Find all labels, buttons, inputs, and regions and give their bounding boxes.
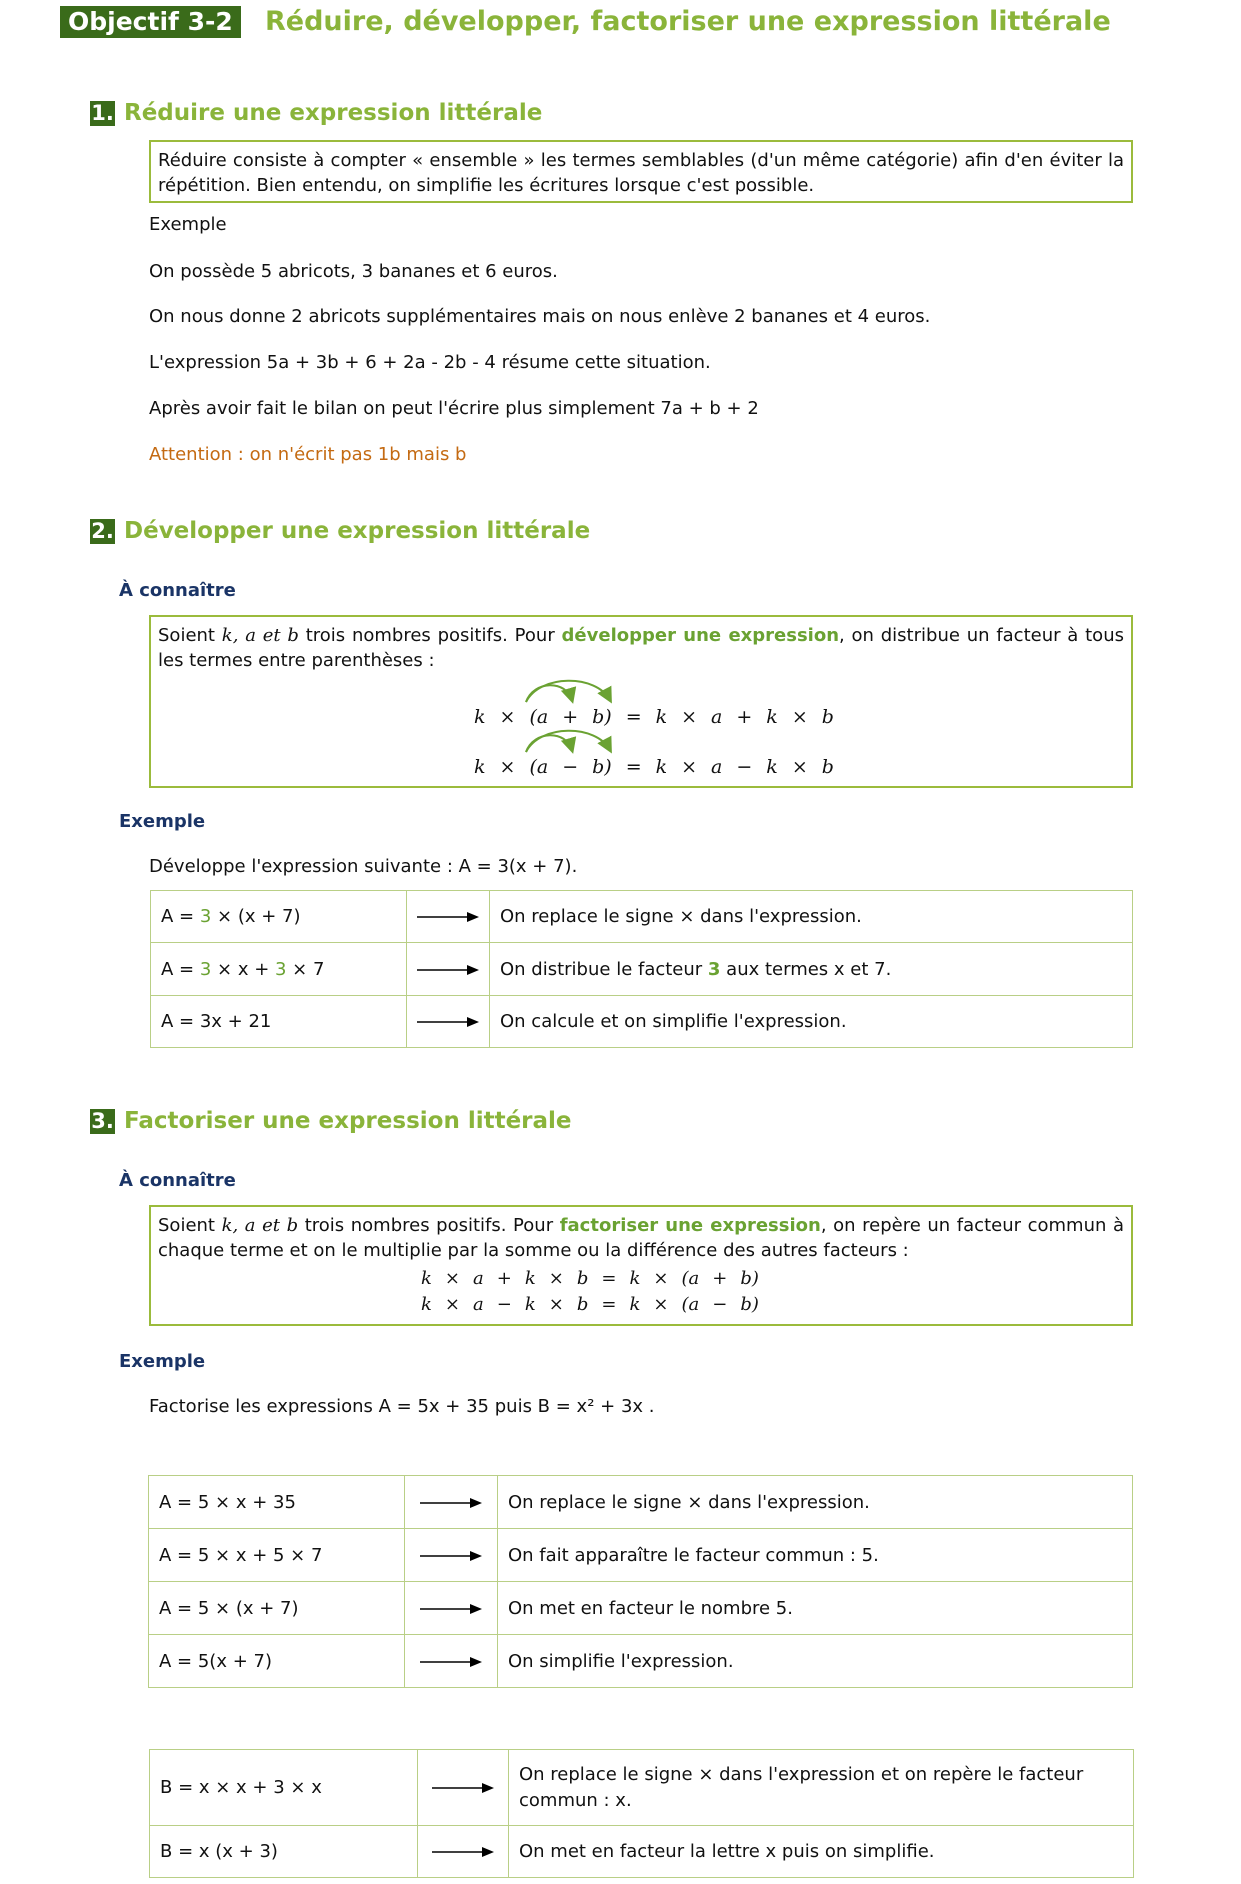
expression-cell: A = 5 × x + 35 — [149, 1476, 405, 1529]
table-row — [150, 1750, 1134, 1826]
know-heading: À connaître — [119, 580, 236, 601]
factorise-formula-difference — [421, 1294, 772, 1315]
section-1-number: 1. — [91, 101, 114, 125]
formula-token: b) — [740, 1294, 759, 1315]
expression-cell: A = 5(x + 7) — [149, 1635, 405, 1688]
definition-text: trois nombres positifs. Pour — [305, 625, 555, 646]
section-2-number: 2. — [91, 519, 114, 543]
definition-highlight: factoriser une expression — [559, 1215, 821, 1236]
table-row — [149, 1582, 1133, 1635]
arrow-cell — [418, 1750, 509, 1826]
formula-token: b — [576, 1268, 589, 1289]
formula-token: b) — [592, 706, 612, 728]
formula-token: k — [524, 1294, 536, 1315]
formula-token: + — [562, 706, 579, 728]
formula-token: − — [496, 1294, 512, 1315]
formula-token: k — [474, 706, 486, 728]
develop-formula-sum — [474, 706, 848, 728]
reduce-definition-text: Réduire consiste à compter « ensemble » les termes semblables (d'un même catégorie) afin d'en éviter la répétition. Bien entendu, on simplifie les écritures lorsque c'est possible. — [158, 150, 1124, 196]
develop-steps-table — [150, 890, 1133, 1048]
section-2-title: Développer une expression littérale — [124, 518, 591, 544]
factorise-formula-sum — [421, 1268, 772, 1289]
formula-token: = — [601, 1268, 617, 1289]
formula-token: − — [736, 756, 753, 778]
table-row — [150, 1826, 1134, 1878]
formula-token: × — [681, 756, 698, 778]
formula-token: (a — [681, 1294, 700, 1315]
formula-token: b) — [592, 756, 612, 778]
example-heading: Exemple — [119, 1351, 206, 1372]
objective-badge: Objectif 3-2 — [60, 6, 241, 38]
description-cell: On simplifie l'expression. — [498, 1635, 1133, 1688]
definition-text: Soient — [158, 625, 215, 646]
formula-token: k — [655, 706, 668, 728]
reduce-definition-box — [149, 140, 1133, 203]
formula-token: = — [601, 1294, 617, 1315]
factorise-a-steps-table — [148, 1475, 1133, 1688]
section-1-title: Réduire une expression littérale — [124, 100, 543, 126]
know-heading: À connaître — [119, 1170, 236, 1191]
definition-text: , on repère un facteur commun à chaque terme et on le multiplie par la somme ou la différence des autres facteurs : — [158, 1215, 1124, 1261]
page-title: Réduire, développer, factoriser une expression littérale — [265, 6, 1111, 37]
formula-token: × — [499, 706, 516, 728]
formula-token: b — [821, 706, 834, 728]
definition-text: trois nombres positifs. Pour — [304, 1215, 554, 1236]
arrow-cell — [418, 1826, 509, 1878]
table-row — [149, 1529, 1133, 1582]
formula-token: b — [821, 756, 834, 778]
table-row — [151, 943, 1133, 996]
example-label: Exemple — [149, 214, 227, 235]
arrow-cell — [407, 943, 490, 996]
arrow-cell — [405, 1635, 498, 1688]
formula-token: × — [499, 756, 516, 778]
description-cell: On met en facteur le nombre 5. — [498, 1582, 1133, 1635]
formula-token: × — [653, 1294, 669, 1315]
right-arrow-icon — [432, 1846, 494, 1858]
formula-token: (a — [681, 1268, 700, 1289]
right-arrow-icon — [420, 1550, 482, 1562]
arrow-cell — [407, 891, 490, 943]
develop-prompt: Développe l'expression suivante : A = 3(x + 7). — [149, 856, 578, 877]
arrow-cell — [405, 1582, 498, 1635]
formula-token: k — [421, 1294, 432, 1315]
formula-token: k — [524, 1268, 536, 1289]
right-arrow-icon — [432, 1782, 494, 1794]
formula-token: + — [712, 1268, 728, 1289]
definition-text: Soient — [158, 1215, 215, 1236]
formula-token: (a — [529, 706, 549, 728]
formula-token: (a — [529, 756, 549, 778]
right-arrow-icon — [420, 1497, 482, 1509]
right-arrow-icon — [417, 964, 479, 976]
description-cell: On distribue le facteur 3 aux termes x et 7. — [490, 943, 1133, 996]
expression-cell: A = 3x + 21 — [151, 996, 407, 1048]
formula-token: × — [444, 1294, 461, 1315]
formula-token: k — [655, 756, 668, 778]
description-cell: On fait apparaître le facteur commun : 5. — [498, 1529, 1133, 1582]
example-heading: Exemple — [119, 811, 206, 832]
formula-token: a — [473, 1268, 484, 1289]
formula-token: × — [548, 1294, 564, 1315]
formula-token: k — [421, 1268, 432, 1289]
table-row — [149, 1476, 1133, 1529]
develop-formula-difference — [474, 756, 848, 778]
factorise-prompt: Factorise les expressions A = 5x + 35 puis B = x² + 3x . — [149, 1396, 655, 1417]
expression-cell: A = 5 × (x + 7) — [149, 1582, 405, 1635]
expression-cell: B = x (x + 3) — [150, 1826, 418, 1878]
right-arrow-icon — [417, 1016, 479, 1028]
definition-highlight: développer une expression — [561, 625, 840, 646]
formula-token: k — [629, 1294, 641, 1315]
formula-token: k — [766, 706, 778, 728]
formula-token: × — [681, 706, 698, 728]
formula-token: k — [766, 756, 778, 778]
table-row — [151, 996, 1133, 1048]
formula-token: a — [711, 756, 723, 778]
formula-token: a — [473, 1294, 484, 1315]
section-3-number: 3. — [91, 1109, 114, 1133]
formula-token: × — [444, 1268, 461, 1289]
example-paragraph: On nous donne 2 abricots supplémentaires mais on nous enlève 2 bananes et 4 euros. — [149, 306, 931, 327]
arrow-cell — [405, 1529, 498, 1582]
description-cell: On met en facteur la lettre x puis on simplifie. — [509, 1826, 1134, 1878]
formula-token: = — [625, 756, 642, 778]
factorise-b-steps-table — [149, 1749, 1134, 1878]
definition-variables: k, a et b — [221, 1215, 299, 1236]
formula-token: × — [791, 706, 808, 728]
section-3-title: Factoriser une expression littérale — [124, 1108, 572, 1134]
example-paragraph: Après avoir fait le bilan on peut l'écrire plus simplement 7a + b + 2 — [149, 398, 759, 419]
arrow-cell — [405, 1476, 498, 1529]
arrow-cell — [407, 996, 490, 1048]
table-row — [151, 891, 1133, 943]
expression-cell: A = 3 × (x + 7) — [151, 891, 407, 943]
formula-token: + — [736, 706, 753, 728]
expression-cell: B = x × x + 3 × x — [150, 1750, 418, 1826]
definition-variables: k, a et b — [221, 625, 299, 646]
definition-text: , on distribue un facteur à tous les termes entre parenthèses : — [158, 625, 1124, 671]
description-cell: On replace le signe × dans l'expression et on repère le facteur commun : x. — [509, 1750, 1134, 1826]
formula-token: − — [562, 756, 579, 778]
formula-token: a — [711, 706, 723, 728]
formula-token: = — [625, 706, 642, 728]
description-cell: On replace le signe × dans l'expression. — [490, 891, 1133, 943]
table-row — [149, 1635, 1133, 1688]
formula-token: × — [791, 756, 808, 778]
right-arrow-icon — [420, 1656, 482, 1668]
formula-token: b — [576, 1294, 589, 1315]
expression-cell: A = 3 × x + 3 × 7 — [151, 943, 407, 996]
example-paragraph: On possède 5 abricots, 3 bananes et 6 euros. — [149, 261, 558, 282]
example-paragraph: L'expression 5a + 3b + 6 + 2a - 2b - 4 résume cette situation. — [149, 352, 711, 373]
formula-token: + — [496, 1268, 512, 1289]
description-cell: On replace le signe × dans l'expression. — [498, 1476, 1133, 1529]
right-arrow-icon — [420, 1603, 482, 1615]
formula-token: k — [629, 1268, 641, 1289]
formula-token: × — [548, 1268, 564, 1289]
formula-token: − — [712, 1294, 728, 1315]
description-cell: On calcule et on simplifie l'expression. — [490, 996, 1133, 1048]
formula-token: × — [653, 1268, 669, 1289]
formula-token: b) — [740, 1268, 759, 1289]
expression-cell: A = 5 × x + 5 × 7 — [149, 1529, 405, 1582]
warning-note: Attention : on n'écrit pas 1b mais b — [149, 444, 467, 465]
formula-token: k — [474, 756, 486, 778]
right-arrow-icon — [417, 911, 479, 923]
